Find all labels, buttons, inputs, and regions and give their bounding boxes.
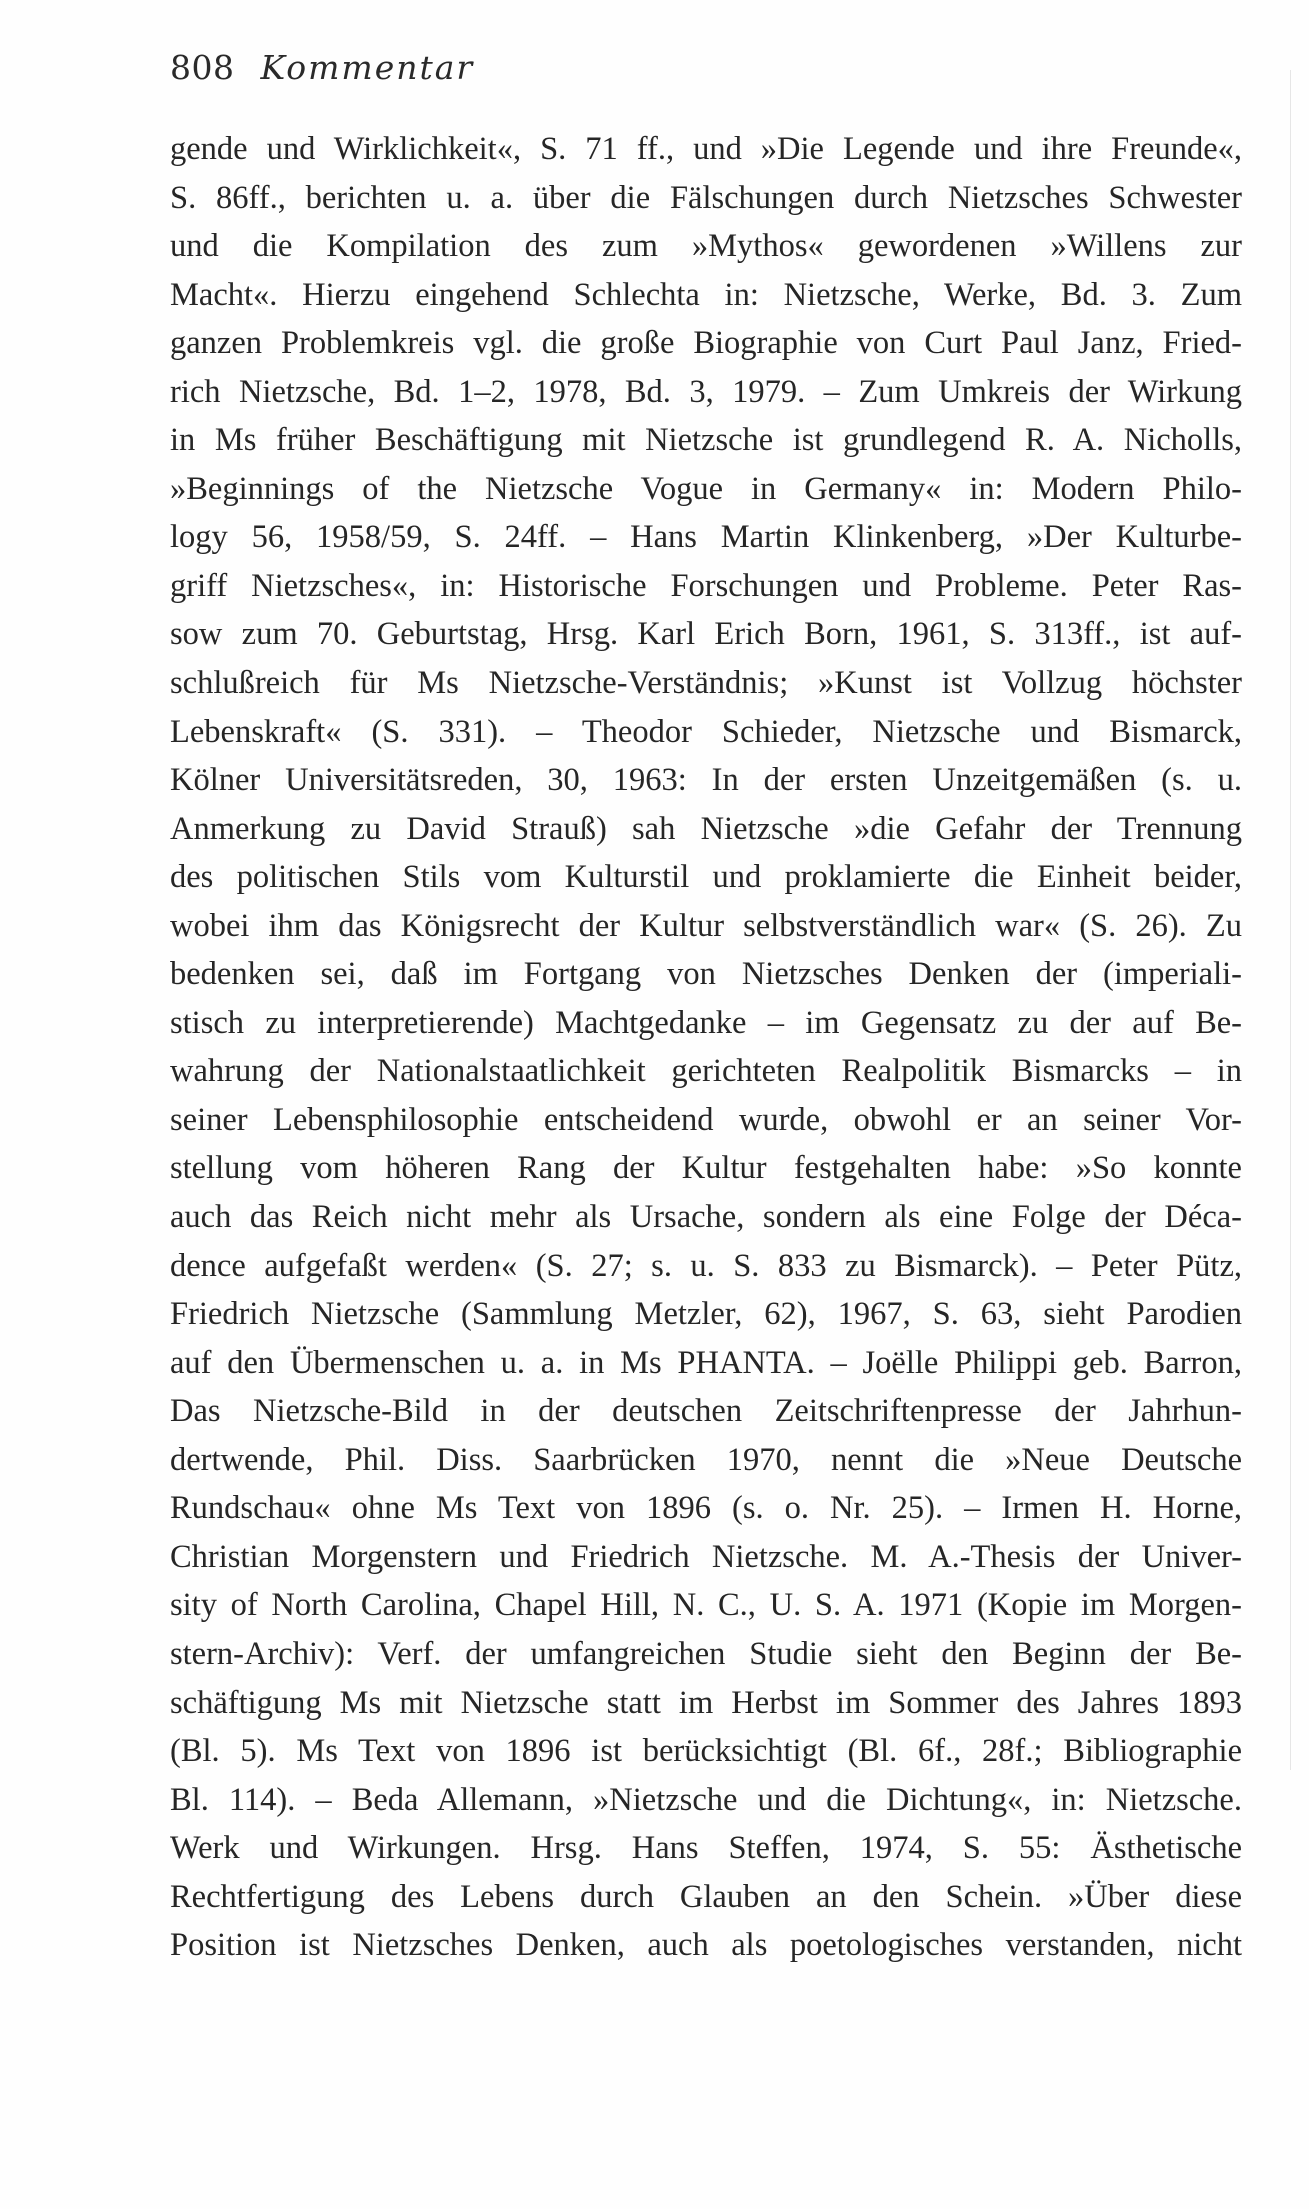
text-line: bedenken sei, daß im Fortgang von Nietzsches Denken der (imperiali- [170,956,1242,993]
text-line: wobei ihm das Königsrecht der Kultur selbstverständlich war« (S. 26). Zu [170,907,1242,944]
text-line: wahrung der Nationalstaatlichkeit gerichteten Realpolitik Bismarcks – in [170,1053,1242,1090]
text-line: dence aufgefaßt werden« (S. 27; s. u. S. 833 zu Bismarck). – Peter Pütz, [170,1247,1242,1284]
text-line: Anmerkung zu David Strauß) sah Nietzsche »die Gefahr der Trennung [170,810,1242,847]
text-line: Rundschau« ohne Ms Text von 1896 (s. o. Nr. 25). – Irmen H. Horne, [170,1490,1242,1527]
text-line: logy 56, 1958/59, S. 24ff. – Hans Martin Klinkenberg, »Der Kulturbe- [170,519,1242,556]
text-line: S. 86ff., berichten u. a. über die Fälschungen durch Nietzsches Schwester [170,179,1242,216]
text-line: Werk und Wirkungen. Hrsg. Hans Steffen, 1974, S. 55: Ästhetische [170,1830,1242,1867]
text-line: in Ms früher Beschäftigung mit Nietzsche ist grundlegend R. A. Nicholls, [170,422,1242,459]
text-line: sow zum 70. Geburtstag, Hrsg. Karl Erich Born, 1961, S. 313ff., ist auf- [170,616,1242,653]
page-number: 808 [170,48,235,87]
page-edge-shadow [1290,70,1291,1770]
text-line: stellung vom höheren Rang der Kultur festgehalten habe: »So konnte [170,1150,1242,1187]
text-line: Lebenskraft« (S. 331). – Theodor Schieder, Nietzsche und Bismarck, [170,713,1242,750]
text-line: dertwende, Phil. Diss. Saarbrücken 1970, nennt die »Neue Deutsche [170,1441,1242,1478]
text-line: Position ist Nietzsches Denken, auch als poetologisches verstanden, nicht [170,1927,1242,1964]
text-line: gende und Wirklichkeit«, S. 71 ff., und »Die Legende und ihre Freunde«, [170,131,1242,167]
text-line: auch das Reich nicht mehr als Ursache, sondern als eine Folge der Déca- [170,1199,1242,1236]
text-line: des politischen Stils vom Kulturstil und proklamierte die Einheit beider, [170,859,1242,896]
text-line: Rechtfertigung des Lebens durch Glauben an den Schein. »Über diese [170,1878,1242,1915]
text-line: seiner Lebensphilosophie entscheidend wurde, obwohl er an seiner Vor- [170,1101,1242,1138]
text-line: schäftigung Ms mit Nietzsche statt im Herbst im Sommer des Jahres 1893 [170,1684,1242,1721]
text-line: Bl. 114). – Beda Allemann, »Nietzsche und die Dichtung«, in: Nietzsche. [170,1781,1242,1818]
text-line: schlußreich für Ms Nietzsche-Verständnis; »Kunst ist Vollzug höchster [170,665,1242,702]
text-line: Friedrich Nietzsche (Sammlung Metzler, 62), 1967, S. 63, sieht Parodien [170,1296,1242,1333]
text-line: »Beginnings of the Nietzsche Vogue in Germany« in: Modern Philo- [170,470,1242,507]
text-line: sity of North Carolina, Chapel Hill, N. C., U. S. A. 1971 (Kopie im Morgen- [170,1587,1242,1624]
text-line: (Bl. 5). Ms Text von 1896 ist berücksichtigt (Bl. 6f., 28f.; Bibliographie [170,1733,1242,1770]
page-header [170,48,474,87]
text-line: ganzen Problemkreis vgl. die große Biographie von Curt Paul Janz, Fried- [170,325,1242,362]
text-line: auf den Übermenschen u. a. in Ms PHANTA. – Joëlle Philippi geb. Barron, [170,1344,1242,1381]
text-line: und die Kompilation des zum »Mythos« gewordenen »Willens zur [170,228,1242,265]
text-line: rich Nietzsche, Bd. 1–2, 1978, Bd. 3, 1979. – Zum Umkreis der Wirkung [170,373,1242,410]
text-line: Kölner Universitätsreden, 30, 1963: In der ersten Unzeitgemäßen (s. u. [170,762,1242,799]
commentary-text [170,125,1242,1970]
text-line: stern-Archiv): Verf. der umfangreichen Studie sieht den Beginn der Be- [170,1635,1242,1672]
running-title: Kommentar [260,48,475,87]
text-line: Das Nietzsche-Bild in der deutschen Zeitschriftenpresse der Jahrhun- [170,1393,1242,1430]
text-line: griff Nietzsches«, in: Historische Forschungen und Probleme. Peter Ras- [170,567,1242,604]
text-line: Christian Morgenstern und Friedrich Nietzsche. M. A.-Thesis der Univer- [170,1538,1242,1575]
text-line: stisch zu interpretierende) Machtgedanke – im Gegensatz zu der auf Be- [170,1004,1242,1041]
text-line: Macht«. Hierzu eingehend Schlechta in: Nietzsche, Werke, Bd. 3. Zum [170,276,1242,313]
